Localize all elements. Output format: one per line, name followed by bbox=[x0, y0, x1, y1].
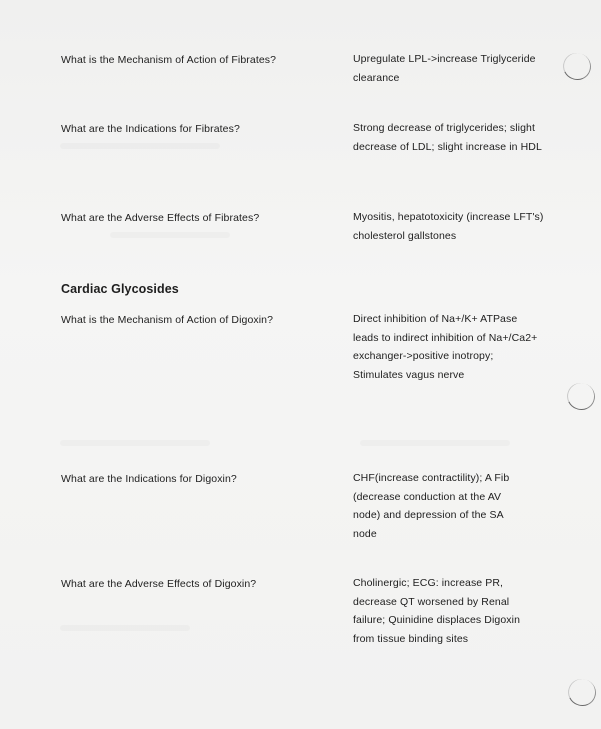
question-text: What are the Indications for Fibrates? bbox=[61, 123, 240, 135]
punch-hole-icon bbox=[564, 675, 600, 710]
answer-text: Strong decrease of triglycerides; slight decrease of LDL; slight increase in HDL bbox=[353, 122, 542, 153]
answer-text: Upregulate LPL->increase Triglyceride clearance bbox=[353, 53, 536, 84]
section-heading: Cardiac Glycosides bbox=[61, 282, 179, 296]
punch-hole-icon bbox=[559, 49, 595, 84]
answer-text: Myositis, hepatotoxicity (increase LFT's) cholesterol gallstones bbox=[353, 211, 544, 242]
question-text: What is the Mechanism of Action of Digoxin? bbox=[61, 314, 274, 326]
bleed-through-mark bbox=[60, 143, 220, 149]
question-text: What are the Adverse Effects of Fibrates? bbox=[61, 212, 260, 224]
answer-text: Cholinergic; ECG: increase PR, decrease QT worsened by Renal failure; Quinidine displaces Digoxin from tissue binding sites bbox=[353, 577, 521, 645]
bleed-through-mark bbox=[60, 440, 210, 446]
answer-text: CHF(increase contractility); A Fib (decrease conduction at the AV node) and depression of the SA node bbox=[353, 472, 510, 540]
question-text: What are the Indications for Digoxin? bbox=[61, 473, 237, 485]
bleed-through-mark bbox=[110, 232, 230, 238]
bleed-through-mark bbox=[60, 625, 190, 631]
question-text: What is the Mechanism of Action of Fibrates? bbox=[61, 54, 277, 66]
bleed-through-mark bbox=[360, 440, 510, 446]
answer-text: Direct inhibition of Na+/K+ ATPase leads to indirect inhibition of Na+/Ca2+ exchanger->positive inotropy; Stimulates vagus nerve bbox=[353, 313, 538, 381]
punch-hole-icon bbox=[563, 379, 599, 414]
question-text: What are the Adverse Effects of Digoxin? bbox=[61, 578, 257, 590]
